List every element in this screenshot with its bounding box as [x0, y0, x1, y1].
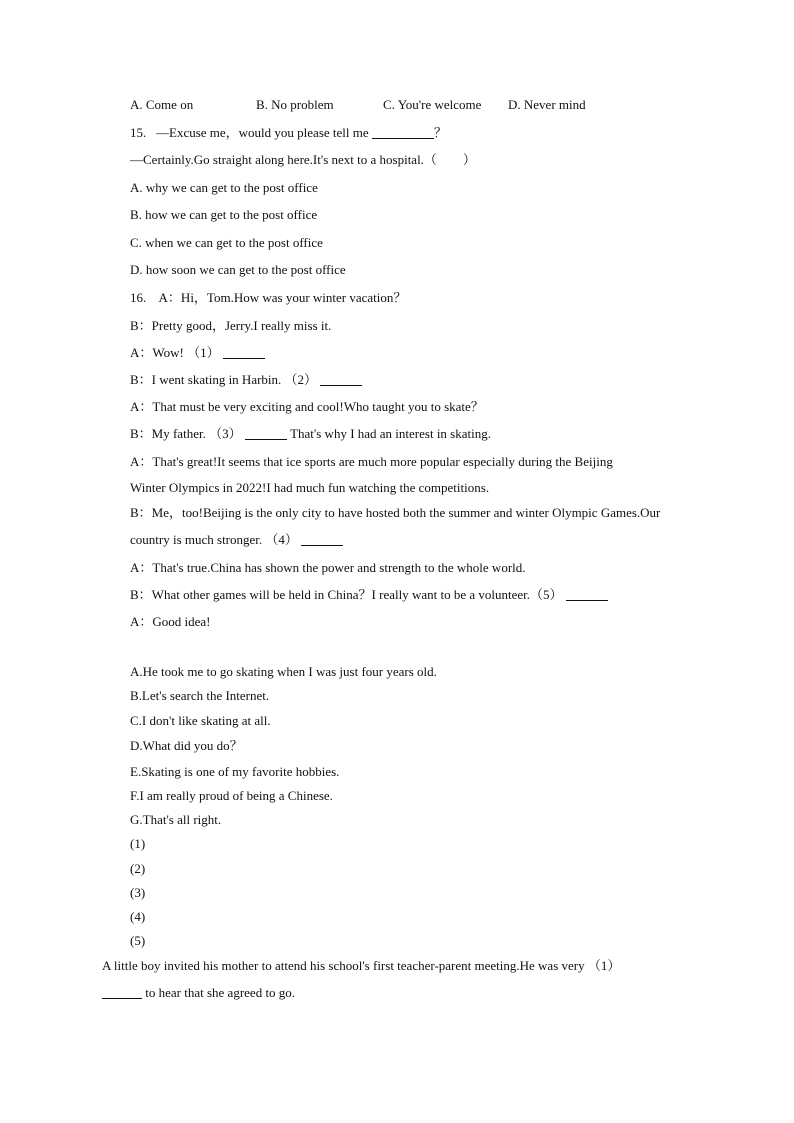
- dialogue-text: B：My father. （3）: [130, 426, 242, 441]
- choice-f: F.I am really proud of being a Chinese.: [130, 788, 333, 803]
- option-b: B. how we can get to the post office: [130, 207, 318, 222]
- dialogue-line-5: A：That must be very exciting and cool!Who taught you to skate？: [130, 399, 484, 414]
- dialogue-line-7a: A：That's great!It seems that ice sports are much more popular especially during the Beijing: [130, 454, 613, 469]
- dialogue-line-7b: Winter Olympics in 2022!I had much fun watching the competitions.: [130, 480, 490, 495]
- choice-a: A.He took me to go skating when I was just four years old.: [130, 664, 437, 679]
- choice-e: E.Skating is one of my favorite hobbies.: [130, 764, 340, 779]
- dialogue-text: A：Wow! （1）: [130, 345, 220, 360]
- choice-d: D.What did you do？: [130, 738, 243, 753]
- answer-blank-4: [301, 533, 343, 546]
- dialogue-line-9: A：That's true.China has shown the power and strength to the whole world.: [130, 560, 526, 575]
- dialogue-text-suffix: That's why I had an interest in skating.: [286, 426, 491, 441]
- dialogue-line-2: B：Pretty good，Jerry.I really miss it.: [130, 318, 332, 333]
- answer-slot-4: (4): [130, 909, 146, 924]
- choice-c: C.I don't like skating at all.: [130, 713, 271, 728]
- choice-b: B.Let's search the Internet.: [130, 688, 270, 703]
- question-number: 16.: [130, 290, 147, 305]
- dialogue-line-3: [130, 345, 265, 361]
- dialogue-text: A：Hi，Tom.How was your winter vacation？: [158, 290, 407, 305]
- dialogue-line-8a: B：Me，too!Beijing is the only city to have hosted both the summer and winter Olympic Games.Our: [130, 505, 661, 520]
- dialogue-line-1: [130, 290, 406, 306]
- answer-slot-1: (1): [130, 836, 146, 851]
- passage-line-2: [102, 985, 295, 1001]
- dialogue-text: country is much stronger. （4）: [130, 532, 298, 547]
- question-15-stem: [130, 125, 447, 141]
- option-c: C. when we can get to the post office: [130, 235, 323, 250]
- answer-blank-2: [320, 373, 362, 386]
- answer-slot-3: (3): [130, 885, 146, 900]
- option-c: C. You're welcome: [383, 97, 482, 112]
- question-mark: ？: [433, 125, 447, 140]
- dialogue-text: B：What other games will be held in China？I really want to be a volunteer.（5）: [130, 587, 563, 602]
- answer-blank-1: [102, 986, 142, 999]
- option-d: D. Never mind: [508, 97, 586, 112]
- dialogue-line-6: [130, 426, 491, 442]
- passage-text: to hear that she agreed to go.: [142, 985, 296, 1000]
- option-d: D. how soon we can get to the post office: [130, 262, 346, 277]
- dialogue-line-4: [130, 372, 362, 388]
- question-15-response: —Certainly.Go straight along here.It's next to a hospital.（ ）: [130, 152, 476, 167]
- question-text: —Excuse me，would you please tell me: [156, 125, 372, 140]
- answer-slot-2: (2): [130, 861, 146, 876]
- dialogue-line-8b: [130, 532, 343, 548]
- dialogue-line-11: A：Good idea!: [130, 614, 211, 629]
- question-number: 15.: [130, 125, 147, 140]
- answer-blank: [372, 126, 434, 139]
- answer-slot-5: (5): [130, 933, 146, 948]
- option-a: A. Come on: [130, 97, 194, 112]
- dialogue-text: B：I went skating in Harbin. （2）: [130, 372, 318, 387]
- answer-blank-3: [245, 427, 287, 440]
- answer-blank-5: [566, 588, 608, 601]
- dialogue-line-10: [130, 587, 608, 603]
- choice-g: G.That's all right.: [130, 812, 222, 827]
- option-a: A. why we can get to the post office: [130, 180, 318, 195]
- answer-blank-1: [223, 346, 265, 359]
- passage-line-1: A little boy invited his mother to attend his school's first teacher-parent meeting.He was very （1）: [102, 958, 621, 973]
- option-b: B. No problem: [256, 97, 334, 112]
